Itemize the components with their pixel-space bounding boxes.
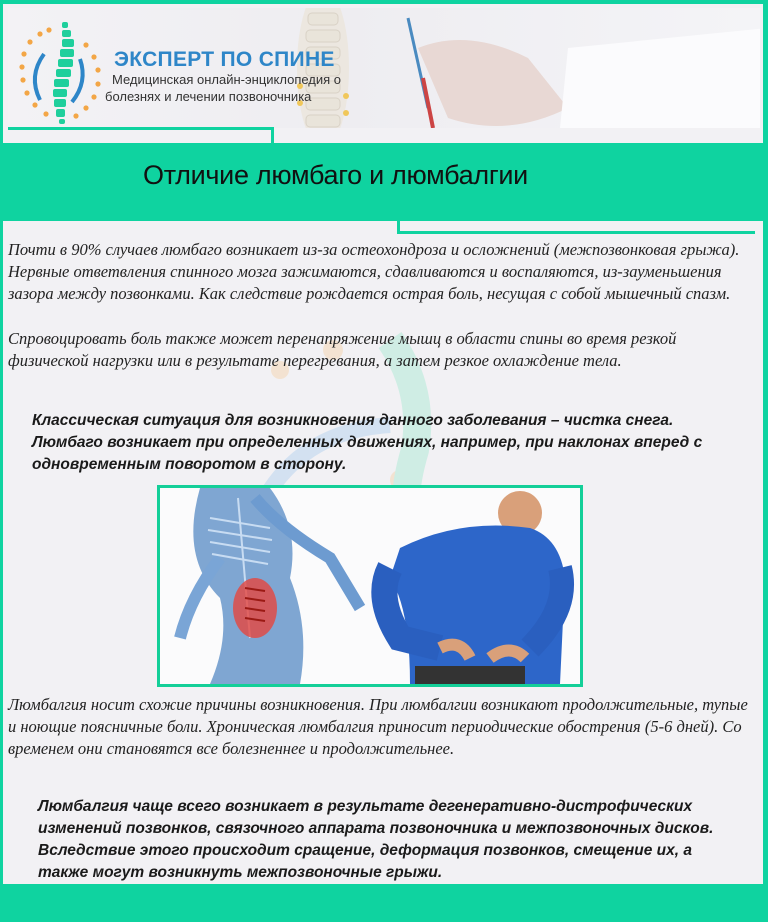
back-pain-illustration (160, 488, 580, 684)
callout-lumbago-classic-situation: Классическая ситуация для возникновения данного заболевания – чистка снега. Люмбаго возникает при определенных движениях, например, при наклонах вперед с одновременным поворотом в сторону. (32, 412, 703, 473)
paragraph-lumbalgia-causes: Люмбалгия носит схожие причины возникновения. При люмбалгии возникают продолжительные, тупые и ноющие поясничные боли. Хроническая люмбалгия приносит периодические обострения (5-6 дней). Со временем они становятся все болезненнее и продолжительнее. (8, 695, 748, 758)
header-banner (8, 8, 760, 128)
callout-lumbalgia-degenerative: Люмбалгия чаще всего возникает в результате дегенеративно-дистрофических изменений позвонков, связочного аппарата позвоночника и межпозвоночных дисков. Вследствие этого происходит сращение, деформация позвонков, смещение их, а также могут возникнуть межпозвоночные грыжи. (38, 798, 714, 881)
back-pain-image (157, 485, 583, 687)
decorative-line (397, 231, 755, 234)
paragraph-lumbago-causes: Почти в 90% случаев люмбаго возникает из-за остеохондроза и осложнений (межпозвонковая грыжа). Нервные ответвления спинного мозга зажимаются, сдавливаются и воспаляются, из-зауменьшения зазора между позвонками. Как следствие рождается острая боль, несущая с собой мышечный спазм. (8, 240, 740, 303)
page-title: Отличие люмбаго и люмбалгии (143, 160, 528, 190)
decorative-line (271, 127, 274, 143)
brand-title: ЭКСПЕРТ ПО СПИНЕ (114, 48, 335, 71)
paragraph-lumbago-triggers: Спровоцировать боль также может перенапряжение мышц в области спины во время резкой физической нагрузки или в результате перегревания, а затем резкое охлаждение тела. (8, 329, 677, 370)
footer-band (0, 891, 768, 922)
brand-subtitle-line2: болезнях и лечении позвоночника (105, 89, 312, 104)
brand-subtitle-line1: Медицинская онлайн-энциклопедия о (112, 72, 342, 87)
decorative-line (8, 127, 274, 130)
doctor-spine-image (268, 8, 760, 128)
spine-logo-icon (14, 14, 104, 126)
